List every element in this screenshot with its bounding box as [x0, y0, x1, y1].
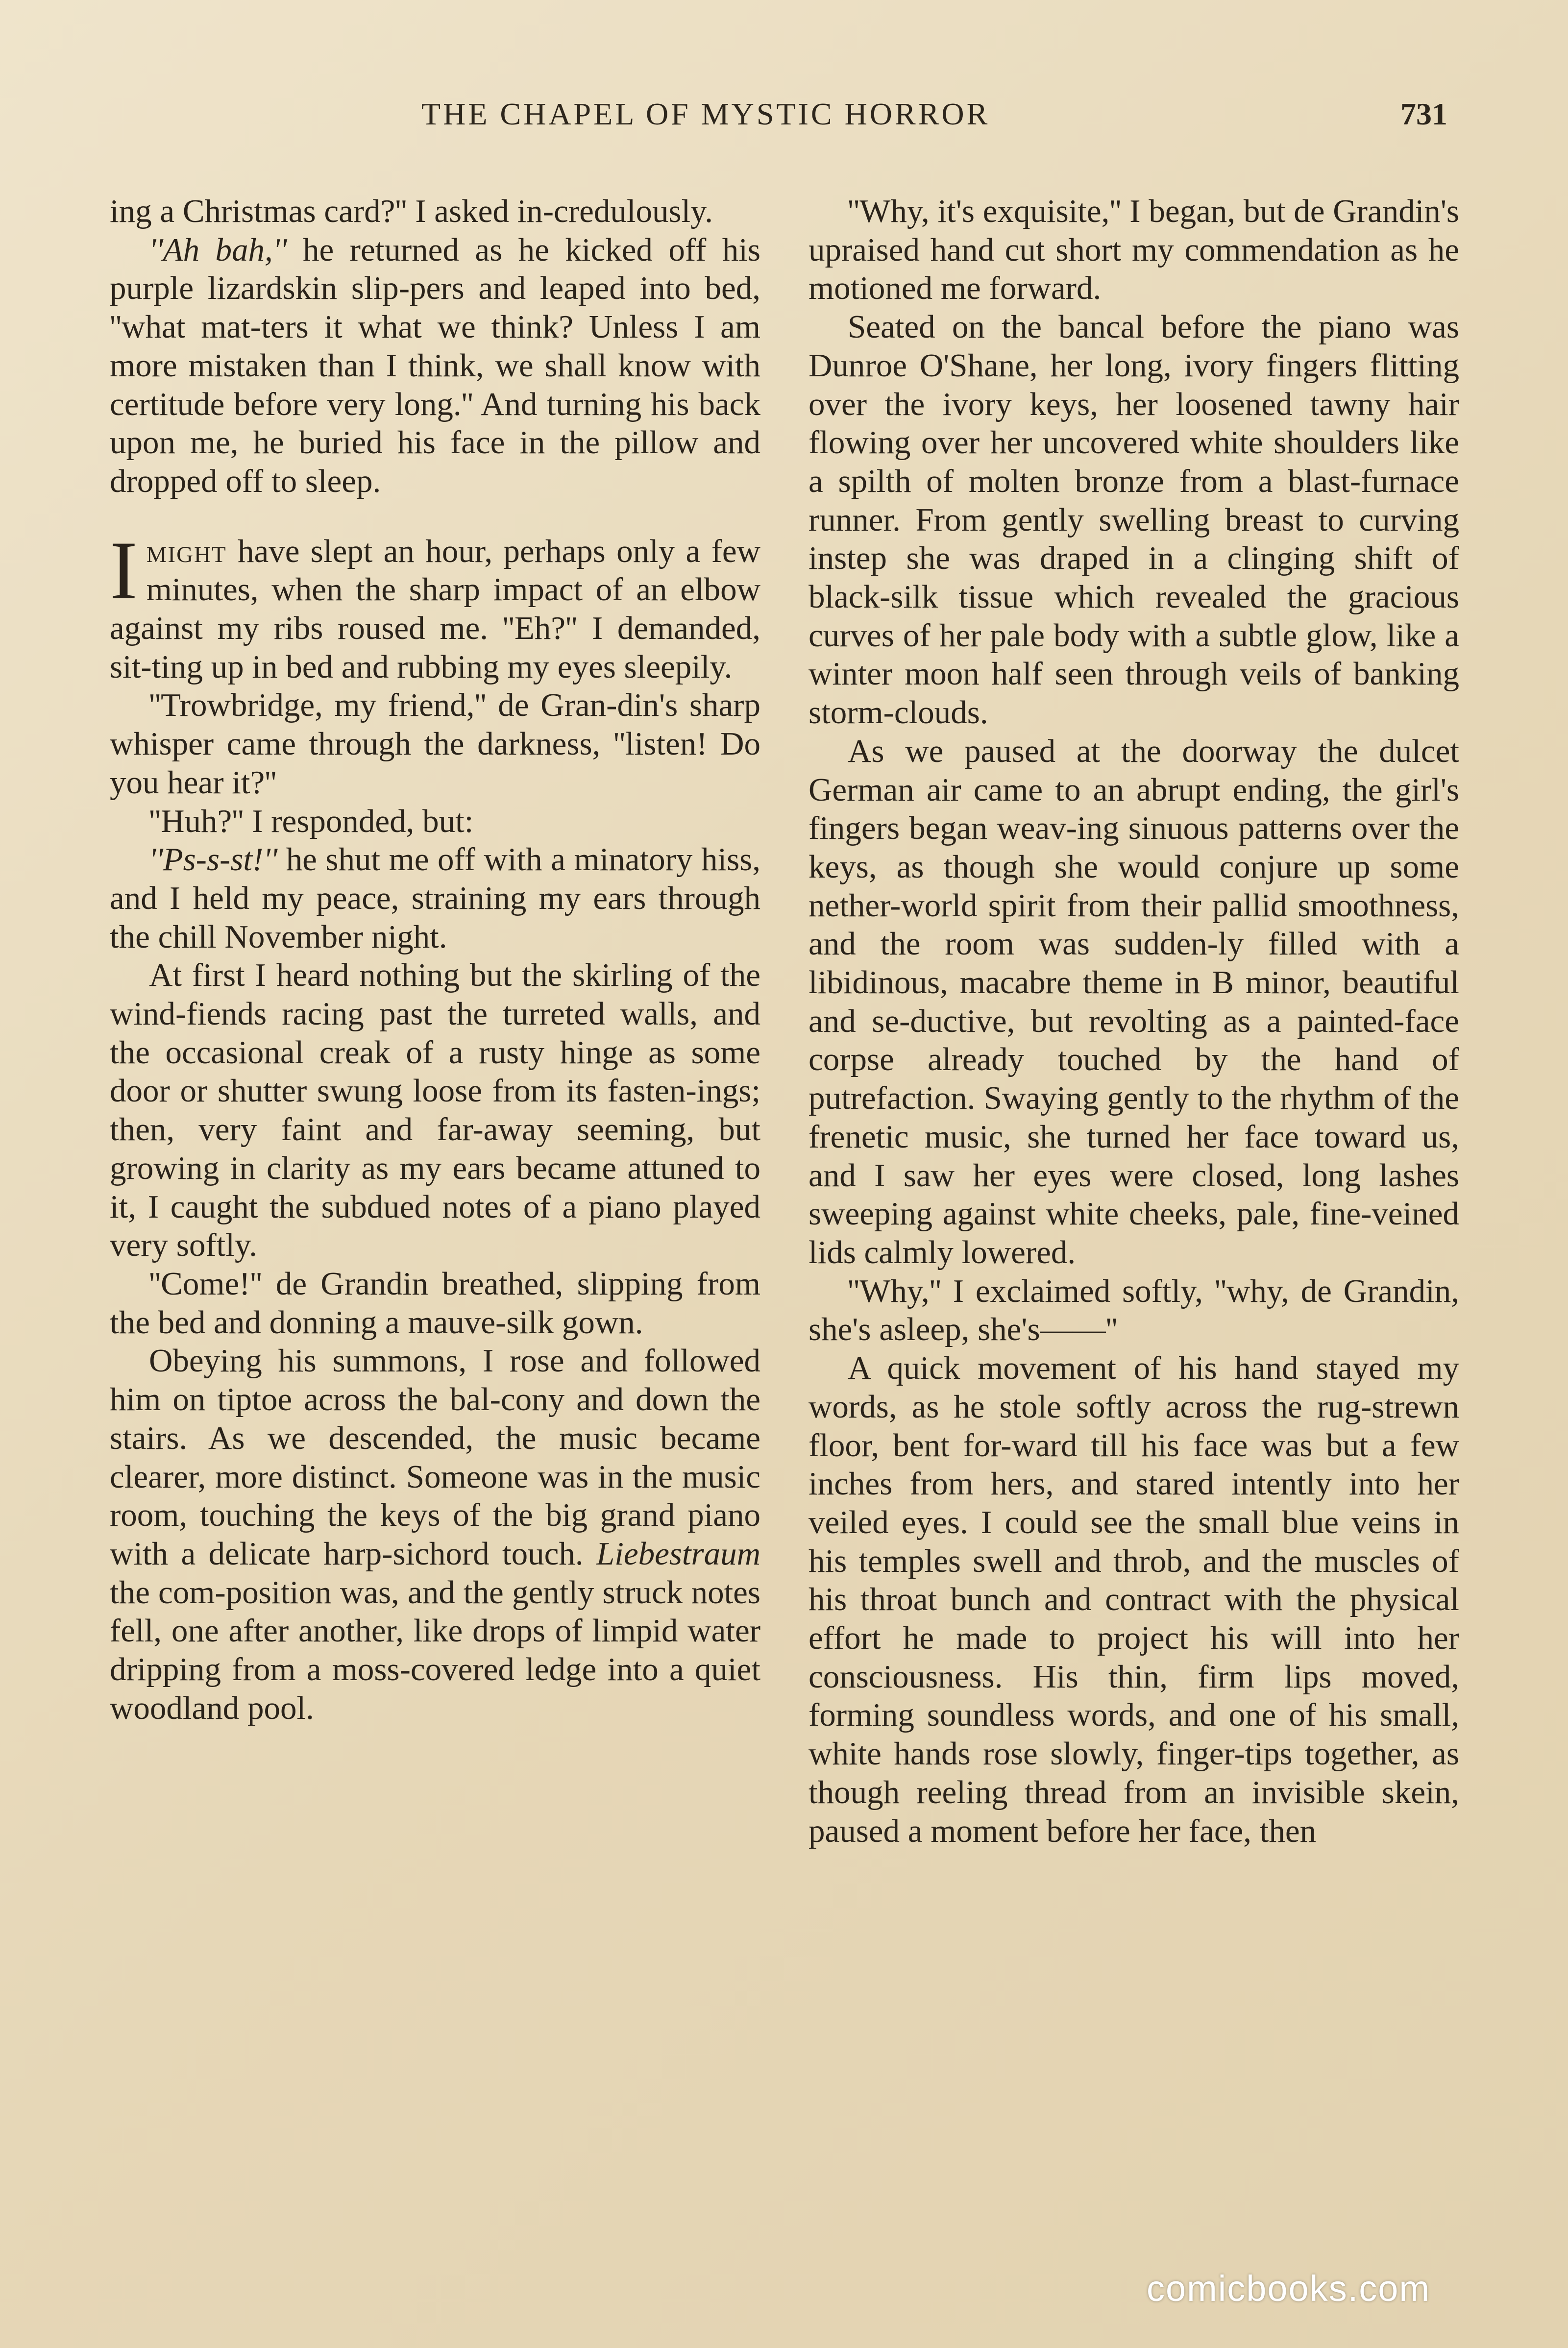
paragraph-text: he returned as he kicked off his purple lizardskin slip-pers and leaped into bed, ''what mat-ters it what we think? Unless I am more mistaken than I think, we shall know with certitude before very long.'' And turning his back upon me, he buried his face in the pillow and dropped off to sleep.: [110, 231, 760, 499]
paragraph-text: Obeying his summons, I rose and followed him on tiptoe across the bal-cony and down the stairs. As we descended, the music became clearer, more distinct. Someone was in the music room, touching the keys of the big grand piano with a delicate harp-sichord touch.: [110, 1343, 760, 1572]
story-title: THE CHAPEL OF MYSTIC HORROR: [421, 97, 990, 131]
drop-cap: I: [110, 524, 138, 616]
paragraph: [110, 231, 760, 501]
paragraph: ''Huh?'' I responded, but:: [149, 803, 474, 839]
running-head: [0, 96, 1568, 145]
site-watermark: comicbooks.com: [1147, 2268, 1431, 2309]
page-number: 731: [1400, 97, 1447, 131]
paragraph: [110, 1342, 760, 1727]
paragraph-text: he shut me off with a minatory hiss, and I held my peace, straining my ears through the chill November night.: [110, 841, 760, 955]
paragraph-text: the com-position was, and the gently struck notes fell, one after another, like drops of limpid water dripping from a moss-covered ledge into a quiet woodland pool.: [110, 1574, 760, 1726]
section-opening-paragraph: [110, 524, 760, 686]
small-caps-lead: might: [146, 533, 227, 569]
paragraph: At first I heard nothing but the skirling of the wind-fiends racing past the turreted walls, and the occasional creak of a rusty hinge as some door or shutter swung loose from its fasten-ings; then, very faint and far-away seeming, but growing in clarity as my ears became attuned to it, I caught the subdued notes of a piano played very softly.: [110, 957, 760, 1264]
paragraph: ''Trowbridge, my friend,'' de Gran-din's sharp whisper came through the darkness, ''listen! Do you hear it?'': [110, 687, 760, 801]
right-column: [808, 192, 1459, 1850]
paragraph: Seated on the bancal before the piano was Dunroe O'Shane, her long, ivory fingers flitting over the ivory keys, her loosened tawny hair flowing over her uncovered white shoulders like a spilth of molten bronze from a blast-furnace runner. From gently swelling breast to curving instep she was draped in a clinging shift of black-silk tissue which revealed the gracious curves of her pale body with a subtle glow, like a winter moon half seen through veils of banking storm-clouds.: [808, 309, 1459, 731]
paragraph-text: have slept an hour, perhaps only a few minutes, when the sharp impact of an elbow against my ribs roused me. ''Eh?'' I demanded, sit-ting up in bed and rubbing my eyes sleepily.: [110, 533, 760, 685]
italic-exclamation: ''Ps-s-st!'': [149, 841, 278, 878]
italic-exclamation: ''Ah bah,'': [149, 231, 287, 268]
paragraph: ing a Christmas card?'' I asked in-credulously.: [110, 193, 713, 229]
paragraph: [110, 840, 760, 956]
paragraph: ''Why, it's exquisite,'' I began, but de Grandin's upraised hand cut short my commendation as he motioned me forward.: [808, 193, 1459, 307]
paragraph: As we paused at the doorway the dulcet German air came to an abrupt ending, the girl's fingers began weav-ing sinuous patterns over the keys, as though she would conjure up some nether-world spirit from their pallid smoothness, and the room was sudden-ly filled with a libidinous, macabre theme in B minor, beautiful and se-ductive, but revolting as a painted-face corpse already touched by the hand of putrefaction. Swaying gently to the rhythm of the frenetic music, she turned her face toward us, and I saw her eyes were closed, long lashes sweeping against white cheeks, pale, fine-veined lids calmly lowered.: [808, 733, 1459, 1271]
paragraph: ''Come!'' de Grandin breathed, slipping from the bed and donning a mauve-silk gown.: [110, 1265, 760, 1341]
paragraph: ''Why,'' I exclaimed softly, ''why, de Grandin, she's asleep, she's——'': [808, 1272, 1459, 1348]
italic-title: Liebestraum: [596, 1535, 760, 1572]
left-column: [110, 192, 760, 1727]
paragraph: A quick movement of his hand stayed my words, as he stole softly across the rug-strewn floor, bent for-ward till his face was but a few inches from hers, and stared intently into her veiled eyes. I could see the small blue veins in his temples swell and throb, and the muscles of his throat bunch and contract with the physical effort he made to project his will into her consciousness. His thin, firm lips moved, forming soundless words, and one of his small, white hands rose slowly, finger-tips together, as though reeling thread from an invisible skein, paused a moment before her face, then: [808, 1350, 1459, 1849]
